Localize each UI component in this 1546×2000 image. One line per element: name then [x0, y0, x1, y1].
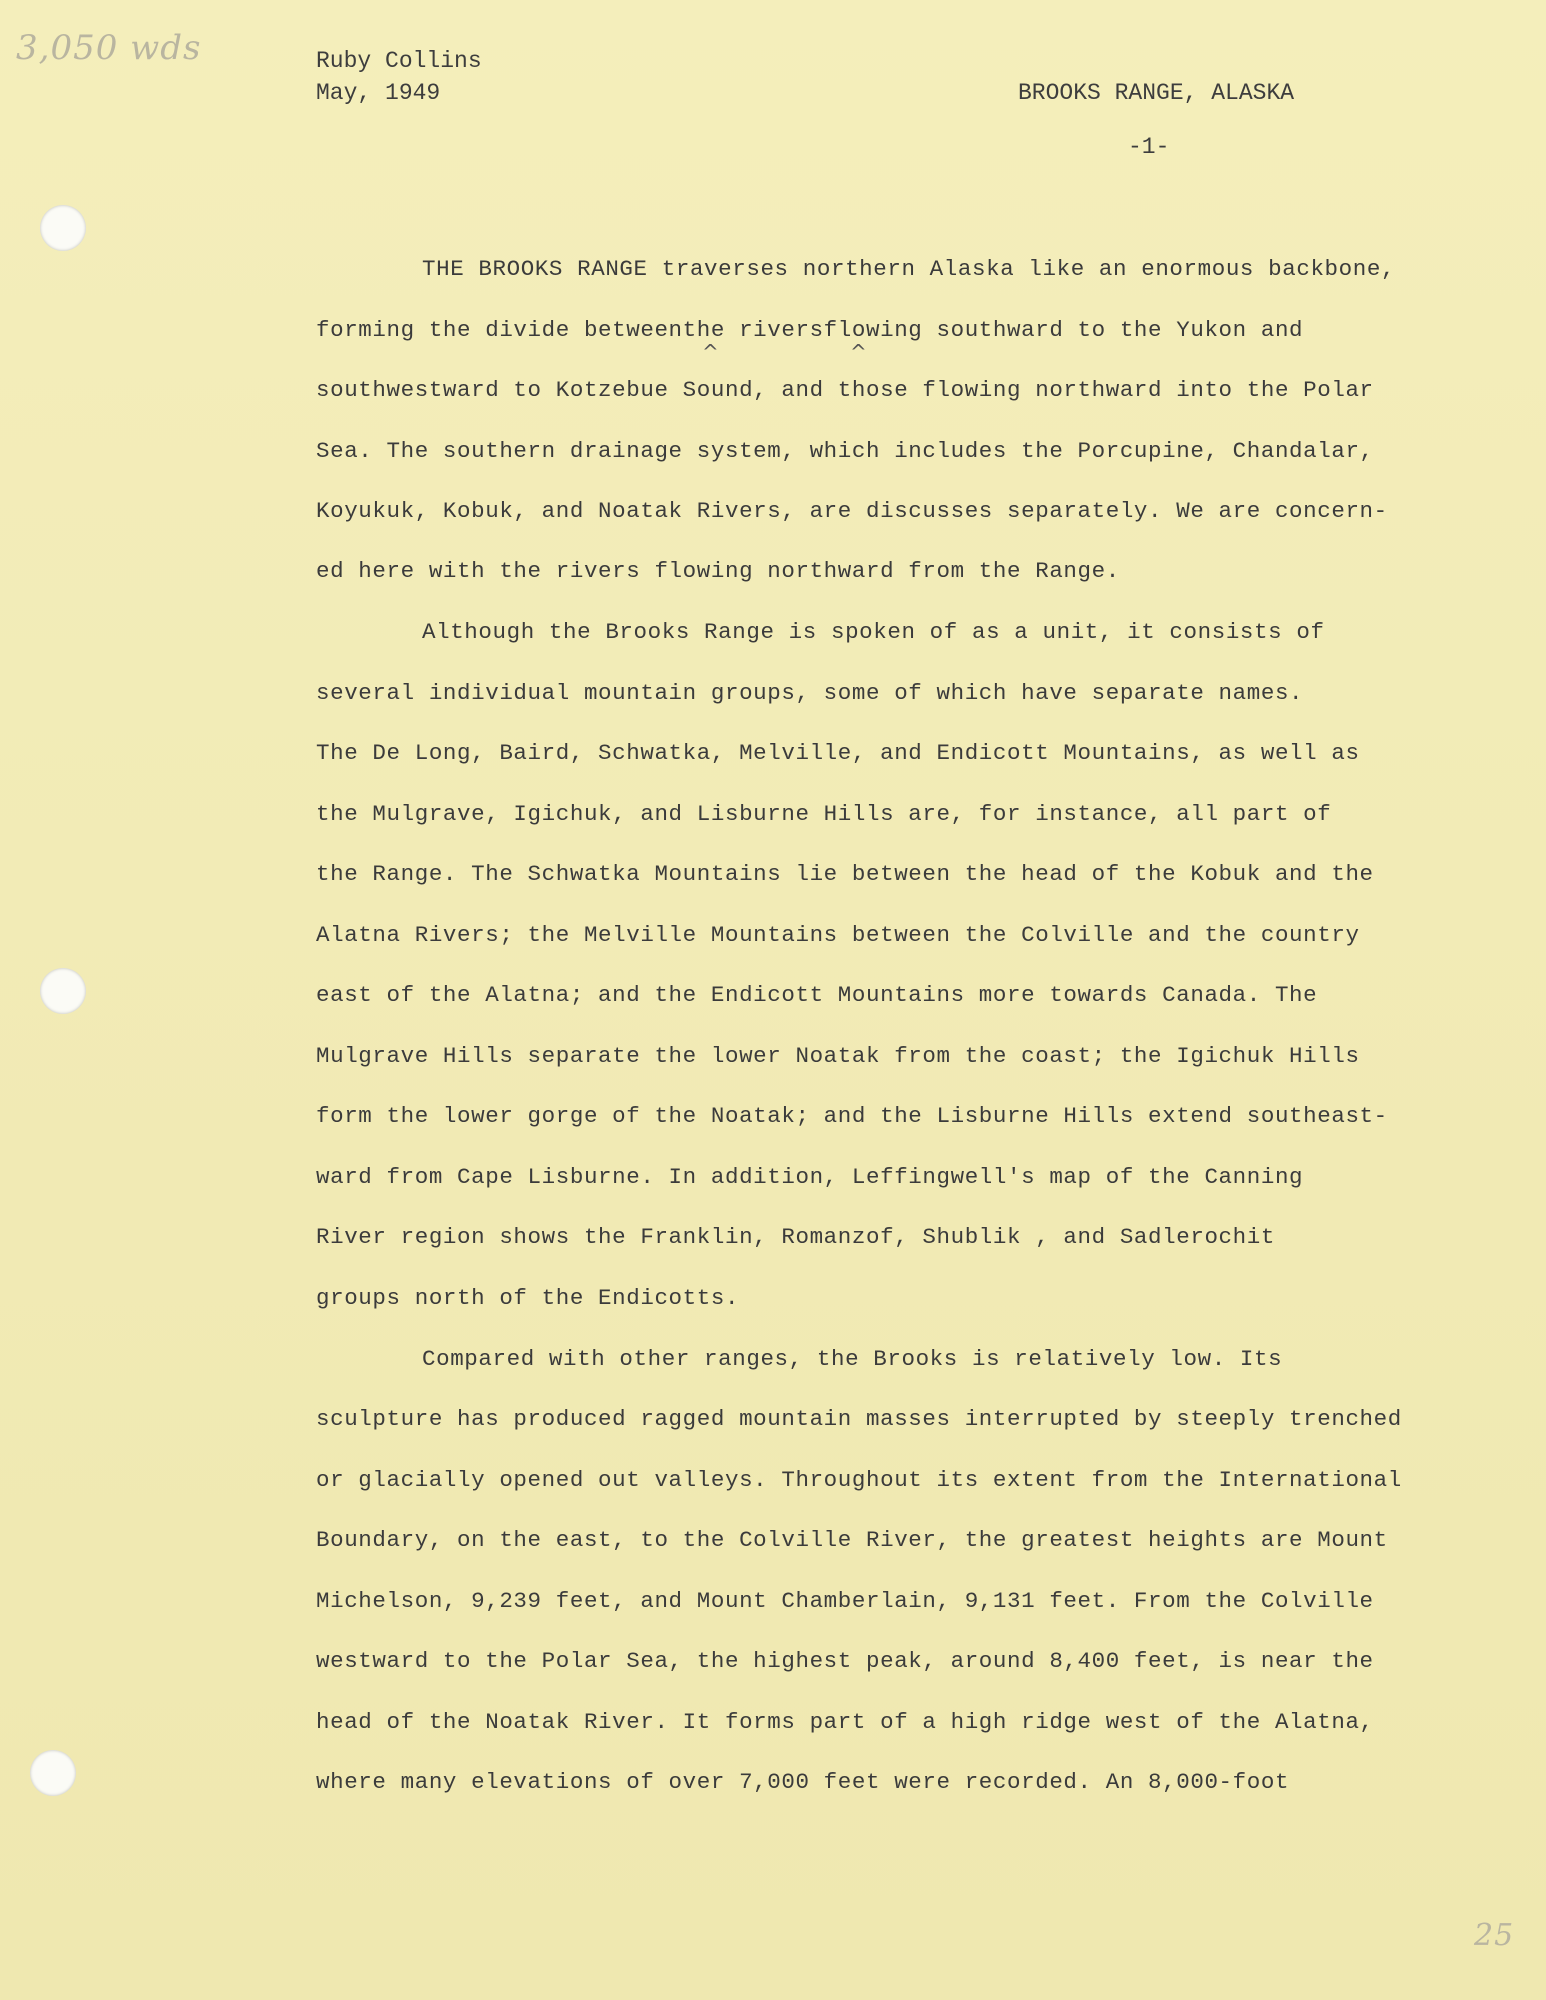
text-line: groups north of the Endicotts.	[316, 1285, 740, 1311]
text-line: several individual mountain groups, some of which have separate names.	[316, 680, 1304, 706]
text-line: the Range. The Schwatka Mountains lie between the head of the Kobuk and the	[316, 861, 1374, 887]
insertion-caret-icon: ^	[850, 340, 867, 364]
corner-page-note: 25	[1474, 1918, 1515, 1953]
punch-hole-middle	[40, 968, 86, 1014]
text-line: Compared with other ranges, the Brooks is relatively low. Its	[422, 1346, 1283, 1372]
text-line: head of the Noatak River. It forms part of a high ridge west of the Alatna,	[316, 1709, 1374, 1735]
text-line: east of the Alatna; and the Endicott Mountains more towards Canada. The	[316, 982, 1318, 1008]
text-line: Michelson, 9,239 feet, and Mount Chamberlain, 9,131 feet. From the Colville	[316, 1588, 1374, 1614]
text-line: sculpture has produced ragged mountain masses interrupted by steeply trenched	[316, 1406, 1402, 1432]
text-line: THE BROOKS RANGE traverses northern Alaska like an enormous backbone,	[422, 256, 1396, 282]
text-line: where many elevations of over 7,000 feet were recorded. An 8,000-foot	[316, 1769, 1290, 1795]
text-line: westward to the Polar Sea, the highest peak, around 8,400 feet, is near the	[316, 1648, 1374, 1674]
text-line: form the lower gorge of the Noatak; and the Lisburne Hills extend southeast-	[316, 1103, 1388, 1129]
text-line: Sea. The southern drainage system, which includes the Porcupine, Chandalar,	[316, 438, 1374, 464]
text-line: ed here with the rivers flowing northward from the Range.	[316, 558, 1120, 584]
punch-hole-top	[40, 205, 86, 251]
text-line: Koyukuk, Kobuk, and Noatak Rivers, are discusses separately. We are concern-	[316, 498, 1388, 524]
text-line: ward from Cape Lisburne. In addition, Leffingwell's map of the Canning	[316, 1164, 1304, 1190]
text-line: River region shows the Franklin, Romanzof, Shublik , and Sadlerochit	[316, 1224, 1275, 1250]
page-number: -1-	[1128, 134, 1170, 160]
text-line: The De Long, Baird, Schwatka, Melville, and Endicott Mountains, as well as	[316, 740, 1360, 766]
punch-hole-bottom	[30, 1750, 76, 1796]
text-line: Mulgrave Hills separate the lower Noatak from the coast; the Igichuk Hills	[316, 1043, 1360, 1069]
document-date: May, 1949	[316, 80, 441, 106]
text-line: Although the Brooks Range is spoken of as a unit, it consists of	[422, 619, 1325, 645]
text-line: southwestward to Kotzebue Sound, and those flowing northward into the Polar	[316, 377, 1374, 403]
insertion-caret-icon: ^	[702, 340, 719, 364]
text-line: or glacially opened out valleys. Throughout its extent from the International	[316, 1467, 1402, 1493]
author-name: Ruby Collins	[316, 48, 482, 74]
text-line: forming the divide betweenthe riversflowing southward to the Yukon and	[316, 317, 1304, 343]
text-line: the Mulgrave, Igichuk, and Lisburne Hills are, for instance, all part of	[316, 801, 1332, 827]
document-title: BROOKS RANGE, ALASKA	[1018, 80, 1295, 106]
text-line: Boundary, on the east, to the Colville River, the greatest heights are Mount	[316, 1527, 1388, 1553]
pencil-word-count: 3,050 wds	[16, 28, 202, 68]
text-line: Alatna Rivers; the Melville Mountains between the Colville and the country	[316, 922, 1360, 948]
